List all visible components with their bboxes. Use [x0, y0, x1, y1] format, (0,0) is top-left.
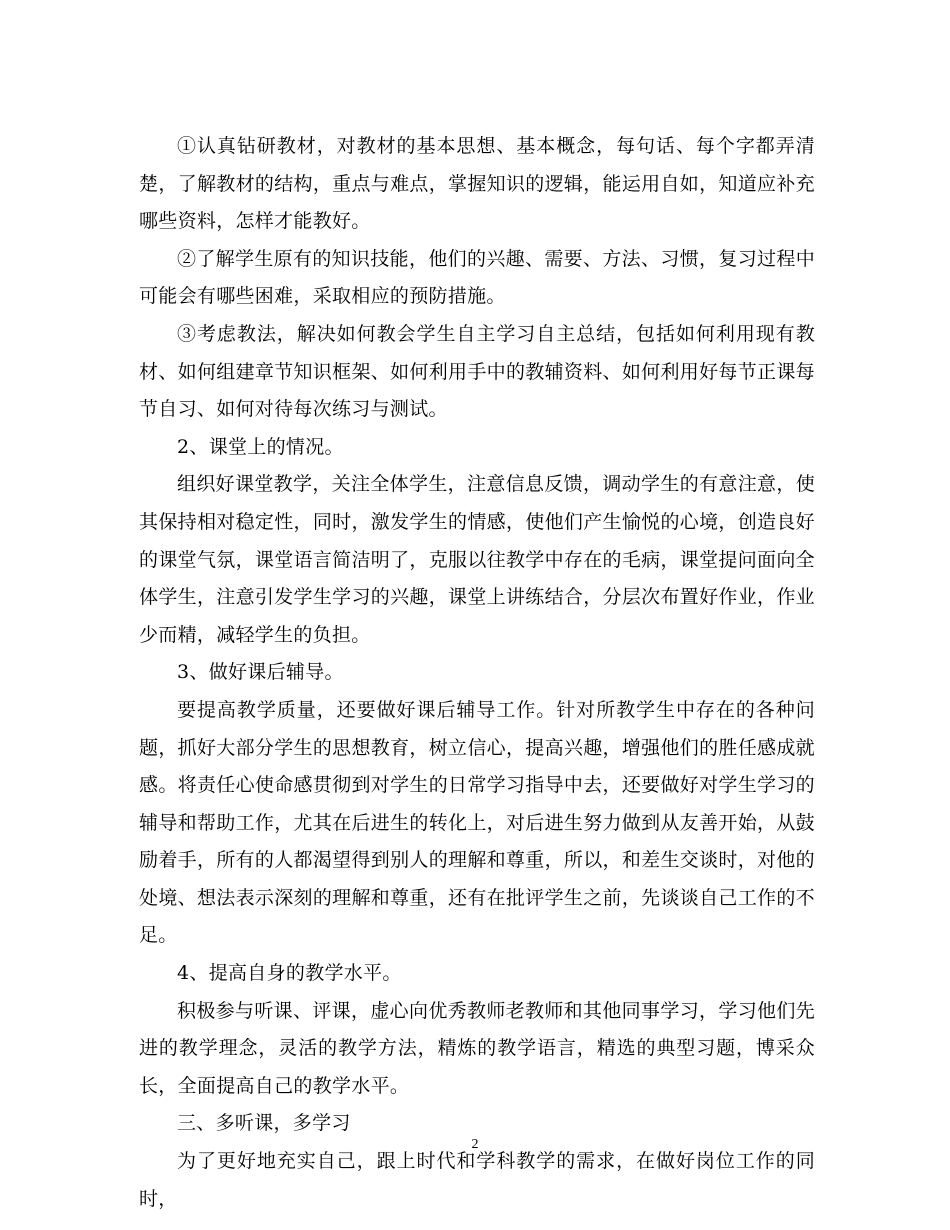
- heading-classroom-situation: 2、课堂上的情况。: [177, 435, 344, 458]
- heading-listen-and-learn: 三、多听课，多学习: [177, 1112, 351, 1135]
- paragraph-improve-teaching-level: 积极参与听课、评课，虚心向优秀教师老教师和其他同事学习，学习他们先进的教学理念，灵活的教学方法，精炼的教学语言，精选的典型习题，博采众长，全面提高自己的教学水平。: [139, 999, 815, 1097]
- paragraph-classroom-organization: 组织好课堂教学，关注全体学生，注意信息反馈，调动学生的有意注意，使其保持相对稳定性，同时，激发学生的情感，使他们产生愉悦的心境，创造良好的课堂气氛，课堂语言简洁明了，克服以往教学中存在的毛病，课堂提问面向全体学生，注意引发学生学习的兴趣，课堂上讲练结合，分层次布置好作业，作业少而精，减轻学生的负担。: [139, 473, 815, 646]
- document-body: [139, 128, 815, 1218]
- heading-improve-teaching-level: 4、提高自身的教学水平。: [177, 962, 402, 985]
- paragraph-after-class-tutoring: 要提高教学质量，还要做好课后辅导工作。针对所教学生中存在的各种问题，抓好大部分学生的思想教育，树立信心，提高兴趣，增强他们的胜任感成就感。将责任心使命感贯彻到对学生的日常学习指导中去，还要做好对学生学习的辅导和帮助工作，尤其在后进生的转化上，对后进生努力做到从友善开始，从鼓励着手，所有的人都渴望得到别人的理解和尊重，所以，和差生交谈时，对他的处境、想法表示深刻的理解和尊重，还有在批评学生之前，先谈谈自己工作的不足。: [139, 698, 815, 947]
- paragraph-teaching-method: ③考虑教法，解决如何教会学生自主学习自主总结，包括如何利用现有教材、如何组建章节知识框架、如何利用手中的教辅资料、如何利用好每节正课每节自习、如何对待每次练习与测试。: [139, 322, 815, 421]
- paragraph-understand-students: ②了解学生原有的知识技能，他们的兴趣、需要、方法、习惯，复习过程中可能会有哪些困难，采取相应的预防措施。: [139, 247, 815, 308]
- heading-after-class-tutoring: 3、做好课后辅导。: [177, 661, 344, 684]
- paragraph-listen-and-learn: 为了更好地充实自己，跟上时代和学科教学的需求，在做好岗位工作的同时，: [139, 1150, 815, 1210]
- page-number: 2: [471, 1137, 479, 1152]
- paragraph-study-textbook: ①认真钻研教材，对教材的基本思想、基本概念，每句话、每个字都弄清楚，了解教材的结构，重点与难点，掌握知识的逻辑，能运用自如，知道应补充哪些资料，怎样才能教好。: [139, 135, 815, 233]
